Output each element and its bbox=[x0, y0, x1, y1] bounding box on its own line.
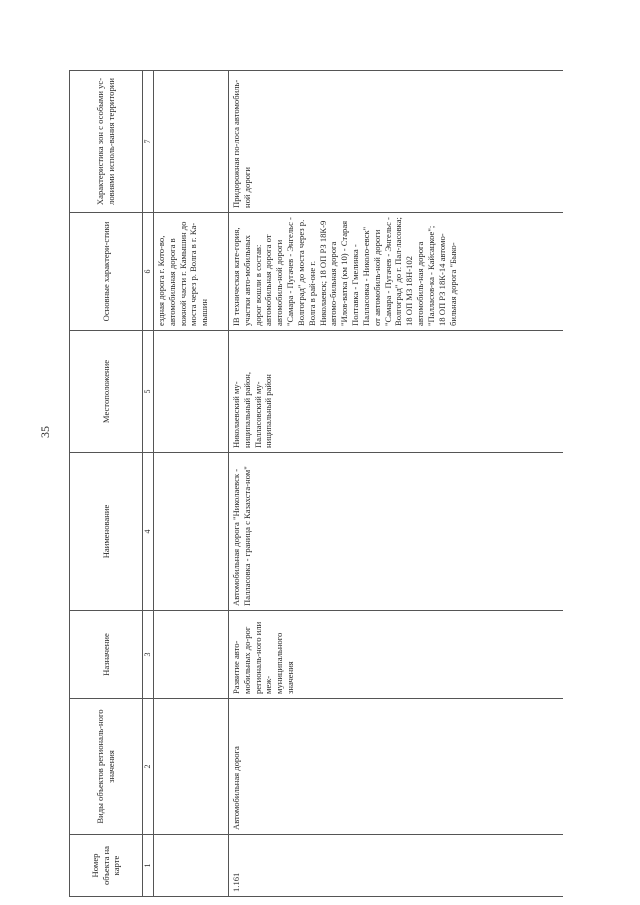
rotated-table-container bbox=[69, 71, 570, 897]
page-number: 35 bbox=[38, 426, 52, 438]
header-row bbox=[70, 71, 143, 897]
header-object-number: Номер объекта на карте bbox=[70, 835, 143, 897]
header-object-type: Виды объектов региональ-ного значения bbox=[70, 699, 143, 835]
header-name: Наименование bbox=[70, 453, 143, 611]
column-number-row bbox=[143, 71, 154, 897]
header-characteristics: Основные характери-стики bbox=[70, 213, 143, 331]
header-location: Местоположение bbox=[70, 331, 143, 453]
column-number: 6 bbox=[143, 213, 154, 331]
column-number: 2 bbox=[143, 699, 154, 835]
regional-objects-table bbox=[69, 70, 563, 897]
column-number: 3 bbox=[143, 611, 154, 699]
carryover-row bbox=[154, 71, 229, 897]
column-number: 4 bbox=[143, 453, 154, 611]
object-number: 1.161 bbox=[229, 835, 564, 897]
object-location: Николаевский му-ниципальный район, Палласовский му-ниципальный район bbox=[229, 331, 564, 453]
header-zone-characteristics: Характеристика зон с особыми ус-ловиями исполь-вания территории bbox=[70, 71, 143, 213]
object-characteristics: IB техническая кате-гория, участки авто-мобильных дорог вошли в состав: автомобильная дорога от автомобиль-ной дороги "Самара - Пугачев - Энгельс - Волгоград" до моста через р. Волга в рай-оне г. Николаевск; 18 ОП РЗ 18К-9 автомо-бильная дорога "Илов-ватка (км 10) - Старая Полтавка - Гмелинка - Палласовка - Николо-евск" от автомобиль-ной дороги "Самара - Пугачев - Энгельс - Волгоград" до г. Пал-ласовка; 18 ОП МЗ 18Н-102 автомобиль-ная дорога "Палласов-ка - Кайсацкое"; 18 ОП РЗ 18К-14 автомо-бильная дорога "Быко- bbox=[229, 213, 564, 331]
object-zones: Придорожная по-лоса автомобиль-ной дороги bbox=[229, 71, 564, 213]
object-purpose: Развитие авто-мобильных до-рог региональ-ного или меж-муниципального значения bbox=[229, 611, 564, 699]
carryover-characteristics: ездная дорога г. Кото-во, автомобильная дорога в южной части г. Камышин до моста через р. Волга в г. Ка-мышин bbox=[154, 213, 229, 331]
column-number: 7 bbox=[143, 71, 154, 213]
column-number: 1 bbox=[143, 835, 154, 897]
object-type: Автомобильная дорога bbox=[229, 699, 564, 835]
table-row bbox=[229, 71, 564, 897]
object-name: Автомобильная дорога "Николаевск - Палласовка - граница с Казахста-ном" bbox=[229, 453, 564, 611]
column-number: 5 bbox=[143, 331, 154, 453]
header-purpose: Назначение bbox=[70, 611, 143, 699]
